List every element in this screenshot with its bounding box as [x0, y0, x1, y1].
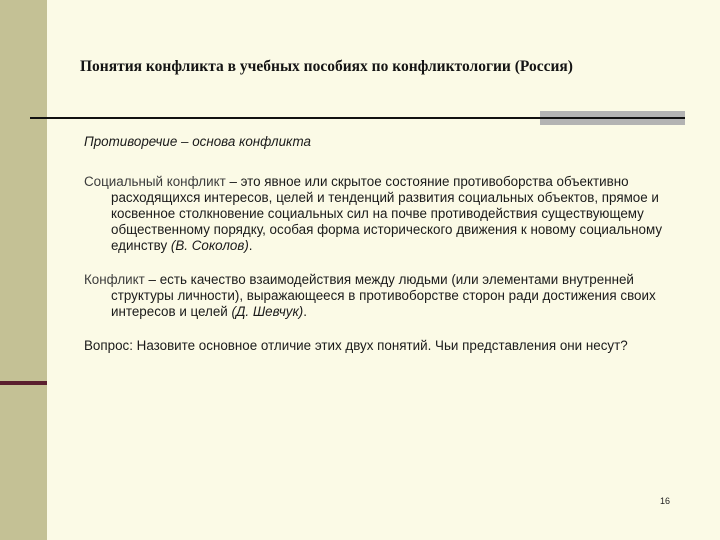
definition-author: (Д. Шевчук) [231, 304, 304, 319]
page-number: 16 [660, 496, 671, 506]
definition-term: Конфликт [84, 272, 145, 287]
definition-conflict [84, 272, 684, 320]
slide-title: Понятия конфликта в учебных пособиях по конфликтологии (Россия) [80, 58, 573, 75]
definition-term: Социальный конфликт [84, 174, 226, 189]
title-rule [30, 117, 685, 119]
definition-tail: . [248, 238, 253, 253]
slide-content [84, 134, 684, 354]
sidebar-accent-line [0, 381, 47, 385]
definition-author: (В. Соколов) [170, 238, 249, 253]
slide-heading: Противоречие – основа конфликта [84, 134, 311, 149]
definition-text: – есть качество взаимодействия между людьми (или элементами внутренней структуры личности), выражающееся в противоборстве сторон ради достижения своих интересов и целей [111, 272, 656, 319]
sidebar-band [0, 0, 47, 540]
question-text: Вопрос: Назовите основное отличие этих двух понятий. Чьи представления они несут? [84, 338, 628, 353]
definition-text: – это явное или скрытое состояние противоборства объективно расходящихся интересов, целей и тенденций развития социальных объектов, прямое и косвенное столкновение социальных сил на почве противодействия существующему общественному порядку, особая форма исторического движения к новому социальному единству [111, 174, 663, 253]
definition-tail: . [303, 304, 307, 319]
definition-social-conflict [84, 174, 684, 254]
